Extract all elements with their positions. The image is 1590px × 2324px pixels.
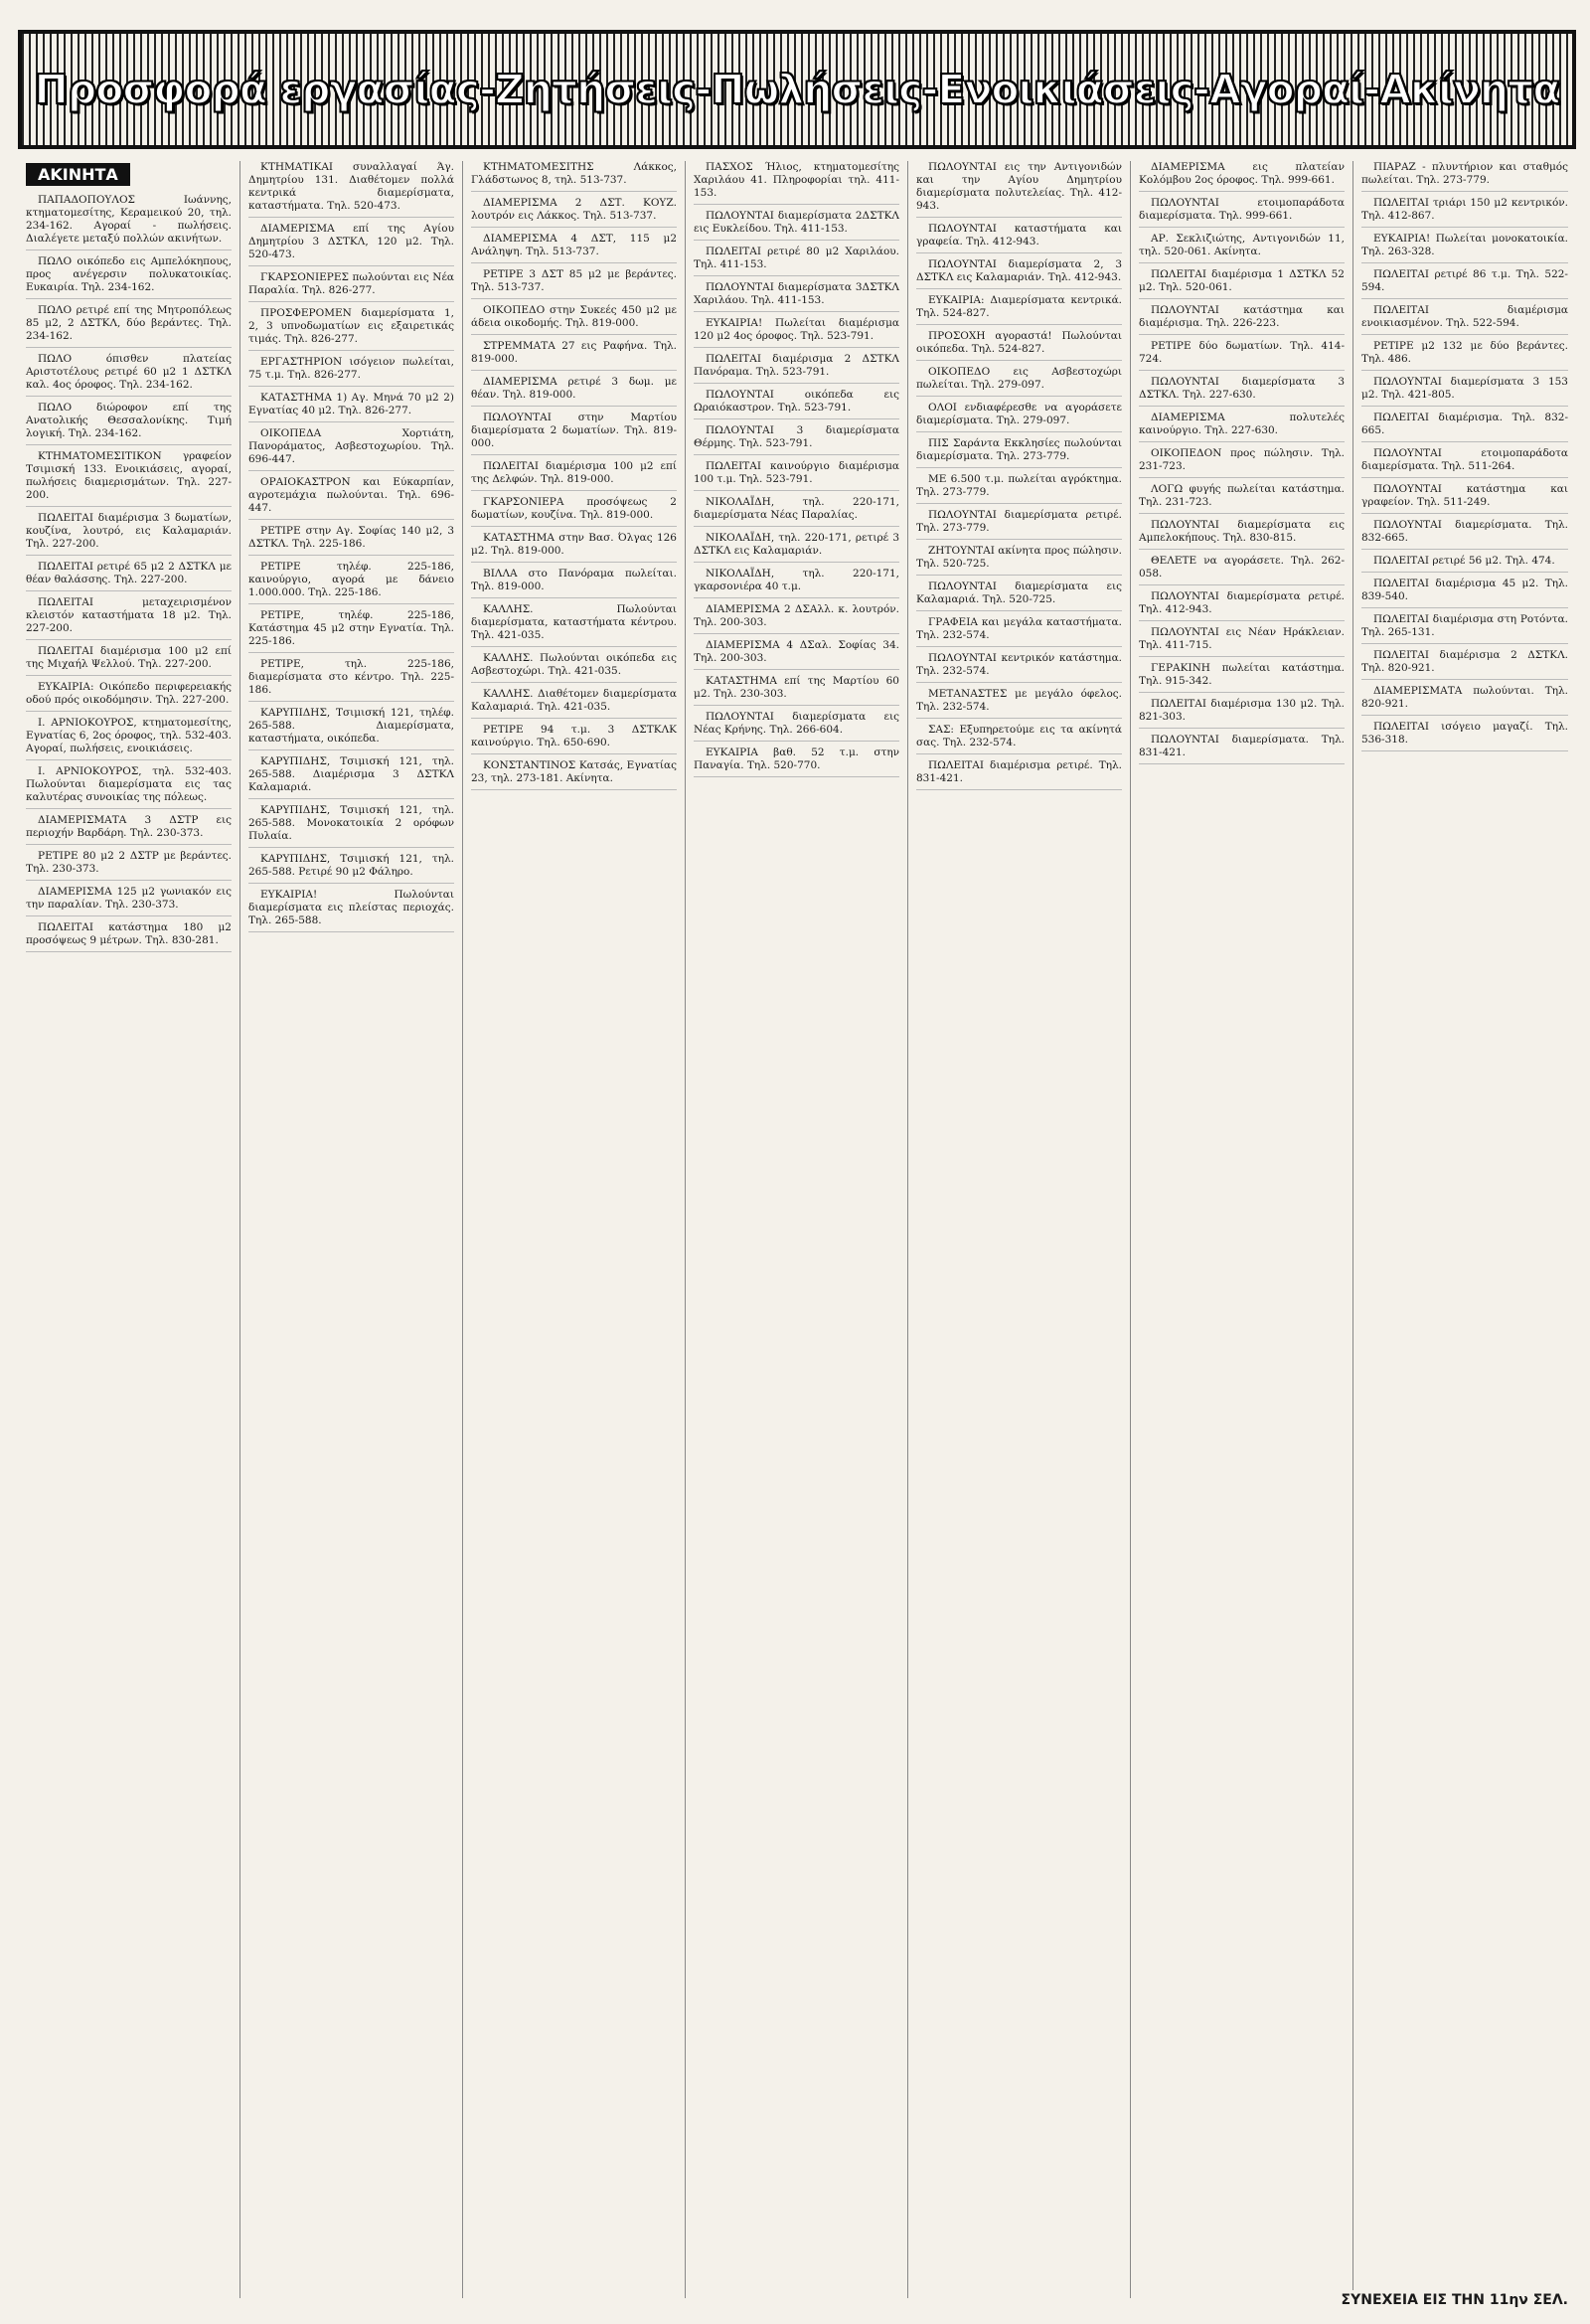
column-2 (240, 161, 463, 2298)
classified-ad: ΠΩΛΕΙΤΑΙ διαμέρισμα 1 ΔΣΤΚΛ 52 μ2. Τηλ. 520-061. (1139, 268, 1345, 299)
classified-ad: ΡΕΤΙΡΕ μ2 132 με δύο βεράντες. Τηλ. 486. (1361, 340, 1568, 371)
classified-ad: ΚΑΡΥΠΙΔΗΣ, Τσιμισκή 121, τηλ. 265-588. Ρετιρέ 90 μ2 Φάληρο. (248, 853, 454, 884)
classified-ad: ΝΙΚΟΛΑΪΔΗ, τηλ. 220-171, γκαρσονιέρα 40 τ.μ. (694, 568, 899, 598)
classified-ad: ΓΚΑΡΣΟΝΙΕΡΕΣ πωλούνται εις Νέα Παραλία. Τηλ. 826-277. (248, 271, 454, 302)
classified-ad: ΡΕΤΙΡΕ τηλέφ. 225-186, καινούργιο, αγορά με δάνειο 1.000.000. Τηλ. 225-186. (248, 561, 454, 604)
classifieds-banner (18, 30, 1576, 149)
classified-ad: ΟΛΟΙ ενδιαφέρεσθε να αγοράσετε διαμερίσματα. Τηλ. 279-097. (916, 402, 1122, 432)
classified-ad: ΠΩΛΕΙΤΑΙ διαμέρισμα 100 μ2 επί της Δελφών. Τηλ. 819-000. (471, 460, 677, 491)
classified-ad: ΠΩΛΟΥΝΤΑΙ κατάστημα και γραφείον. Τηλ. 511-249. (1361, 483, 1568, 514)
classified-ad: ΔΙΑΜΕΡΙΣΜΑ 125 μ2 γωνιακόν εις την παραλίαν. Τηλ. 230-373. (26, 886, 232, 916)
classified-ad: ΓΡΑΦΕΙΑ και μεγάλα καταστήματα. Τηλ. 232-574. (916, 616, 1122, 647)
classified-ad: ΠΩΛΕΙΤΑΙ διαμέρισμα στη Ροτόντα. Τηλ. 265-131. (1361, 613, 1568, 644)
classified-ad: ΕΥΚΑΙΡΙΑ: Διαμερίσματα κεντρικά. Τηλ. 524-827. (916, 294, 1122, 325)
classified-ad: ΚΤΗΜΑΤΟΜΕΣΙΤΗΣ Λάκκος, Γλάδστωνος 8, τηλ. 513-737. (471, 161, 677, 192)
classified-ad: ΠΩΛΟΥΝΤΑΙ εις την Αντιγονιδών και την Αγίου Δημητρίου διαμερίσματα πολυτελείας. Τηλ. 412-943. (916, 161, 1122, 218)
classified-ad: Ι. ΑΡΝΙΟΚΟΥΡΟΣ, κτηματομεσίτης, Εγνατίας 6, 2ος όροφος, τηλ. 532-403. Αγοραί, πωλήσεις, ενοικιάσεις. (26, 717, 232, 760)
classified-ad: ΠΩΛΕΙΤΑΙ τριάρι 150 μ2 κεντρικόν. Τηλ. 412-867. (1361, 197, 1568, 228)
column-6 (1131, 161, 1353, 2298)
column-7 (1353, 161, 1576, 2298)
classified-ad: ΠΩΛΕΙΤΑΙ κατάστημα 180 μ2 προσόψεως 9 μέτρων. Τηλ. 830-281. (26, 921, 232, 952)
classified-ad: ΟΙΚΟΠΕΔΟ εις Ασβεστοχώρι πωλείται. Τηλ. 279-097. (916, 366, 1122, 397)
classified-ad: ΠΩΛΟΥΝΤΑΙ διαμερίσματα 3 153 μ2. Τηλ. 421-805. (1361, 376, 1568, 407)
classified-ad: ΠΡΟΣΦΕΡΟΜΕΝ διαμερίσματα 1, 2, 3 υπνοδωματίων εις εξαιρετικάς τιμάς. Τηλ. 826-277. (248, 307, 454, 351)
classified-ad: ΠΩΛΟ οικόπεδο εις Αμπελόκηπους, προς ανέγερσιν πολυκατοικίας. Ευκαιρία. Τηλ. 234-162. (26, 255, 232, 299)
classified-ad: ΠΩΛΟ ρετιρέ επί της Μητροπόλεως 85 μ2, 2 ΔΣΤΚΛ, δύο βεράντες. Τηλ. 234-162. (26, 304, 232, 348)
classified-ad: ΚΑΛΛΗΣ. Πωλούνται οικόπεδα εις Ασβεστοχώρι. Τηλ. 421-035. (471, 652, 677, 683)
classified-ad: ΠΩΛΟΥΝΤΑΙ διαμερίσματα ρετιρέ. Τηλ. 412-943. (1139, 590, 1345, 621)
classified-ad: ΚΑΤΑΣΤΗΜΑ στην Βασ. Όλγας 126 μ2. Τηλ. 819-000. (471, 532, 677, 563)
classified-ad: ΡΕΤΙΡΕ 94 τ.μ. 3 ΔΣΤΚΛΚ καινούργιο. Τηλ. 650-690. (471, 724, 677, 754)
classified-ad: ΡΕΤΙΡΕ, τηλ. 225-186, διαμερίσματα στο κέντρο. Τηλ. 225-186. (248, 658, 454, 702)
classified-ad: ΚΑΡΥΠΙΔΗΣ, Τσιμισκή 121, τηλ. 265-588. Διαμέρισμα 3 ΔΣΤΚΛ Καλαμαριά. (248, 755, 454, 799)
classified-ad: ΠΩΛΕΙΤΑΙ διαμέρισμα ενοικιασμένον. Τηλ. 522-594. (1361, 304, 1568, 335)
continue-note: ΣΥΝΕΧΕΙΑ ΕΙΣ ΤΗΝ 11ην ΣΕΛ. (1338, 2290, 1572, 2310)
classified-ad: ΠΩΛΟΥΝΤΑΙ κατάστημα και διαμέρισμα. Τηλ. 226-223. (1139, 304, 1345, 335)
classified-ad: ΠΩΛΟΥΝΤΑΙ 3 διαμερίσματα Θέρμης. Τηλ. 523-791. (694, 424, 899, 455)
column-1 (18, 161, 240, 2298)
classified-ad: ΣΑΣ: Εξυπηρετούμε εις τα ακίνητά σας. Τηλ. 232-574. (916, 724, 1122, 754)
classified-ad: ΕΥΚΑΙΡΙΑ! Πωλούνται διαμερίσματα εις πλείστας περιοχάς. Τηλ. 265-588. (248, 889, 454, 932)
classified-ad: ΡΕΤΙΡΕ, τηλέφ. 225-186, Κατάστημα 45 μ2 στην Εγνατία. Τηλ. 225-186. (248, 609, 454, 653)
classified-ad: ΚΟΝΣΤΑΝΤΙΝΟΣ Κατσάς, Εγνατίας 23, τηλ. 273-181. Ακίνητα. (471, 759, 677, 790)
classified-ad: ΑΡ. Σεκλιζιώτης, Αντιγονιδών 11, τηλ. 520-061. Ακίνητα. (1139, 233, 1345, 263)
classified-ad: ΚΤΗΜΑΤΙΚΑΙ συναλλαγαί Άγ. Δημητρίου 131. Διαθέτομεν πολλά κεντρικά διαμερίσματα, καταστήματα. Τηλ. 520-473. (248, 161, 454, 218)
classified-ad: ΛΟΓΩ φυγής πωλείται κατάστημα. Τηλ. 231-723. (1139, 483, 1345, 514)
classified-ad: ΠΩΛΟΥΝΤΑΙ στην Μαρτίου διαμερίσματα 2 δωματίων. Τηλ. 819-000. (471, 412, 677, 455)
classified-ad: ΠΩΛΟΥΝΤΑΙ διαμερίσματα ρετιρέ. Τηλ. 273-779. (916, 509, 1122, 540)
classified-ad: ΚΑΡΥΠΙΔΗΣ, Τσιμισκή 121, τηλέφ. 265-588. Διαμερίσματα, καταστήματα, οικόπεδα. (248, 707, 454, 750)
classified-ad: ΚΑΤΑΣΤΗΜΑ 1) Αγ. Μηνά 70 μ2 2) Εγνατίας 40 μ2. Τηλ. 826-277. (248, 392, 454, 422)
classified-ad: ΝΙΚΟΛΑΪΔΗ, τηλ. 220-171, ρετιρέ 3 ΔΣΤΚΛ εις Καλαμαριάν. (694, 532, 899, 563)
column-5 (908, 161, 1131, 2298)
classified-ad: Ι. ΑΡΝΙΟΚΟΥΡΟΣ, τηλ. 532-403. Πωλούνται διαμερίσματα εις τας καλυτέρας συνοικίας της πόλεως. (26, 765, 232, 809)
classified-ad: ΠΩΛΟΥΝΤΑΙ διαμερίσματα εις Καλαμαριά. Τηλ. 520-725. (916, 581, 1122, 611)
classified-ad: ΠΩΛΕΙΤΑΙ διαμέρισμα 45 μ2. Τηλ. 839-540. (1361, 578, 1568, 608)
classified-ad: ΠΩΛΟΥΝΤΑΙ διαμερίσματα. Τηλ. 831-421. (1139, 734, 1345, 764)
classified-ad: ΠΩΛΕΙΤΑΙ διαμέρισμα 100 μ2 επί της Μιχαήλ Ψελλού. Τηλ. 227-200. (26, 645, 232, 676)
classified-ad: ΠΩΛΟΥΝΤΑΙ διαμερίσματα 2, 3 ΔΣΤΚΛ εις Καλαμαριάν. Τηλ. 412-943. (916, 258, 1122, 289)
classified-ad: ΚΑΛΛΗΣ. Πωλούνται διαμερίσματα, καταστήματα κέντρου. Τηλ. 421-035. (471, 603, 677, 647)
classified-ad: ΠΩΛΕΙΤΑΙ μεταχειρισμένον κλειστόν καταστήματα 18 μ2. Τηλ. 227-200. (26, 596, 232, 640)
classified-ad: ΕΥΚΑΙΡΙΑ βαθ. 52 τ.μ. στην Παναγία. Τηλ. 520-770. (694, 747, 899, 777)
classified-ad: ΡΕΤΙΡΕ στην Αγ. Σοφίας 140 μ2, 3 ΔΣΤΚΛ. Τηλ. 225-186. (248, 525, 454, 556)
section-heading: ΑΚΙΝΗΤΑ (26, 163, 130, 186)
classified-ad: ΠΩΛΟΥΝΤΑΙ διαμερίσματα 3 ΔΣΤΚΛ. Τηλ. 227-630. (1139, 376, 1345, 407)
classified-ad: ΠΩΛΕΙΤΑΙ ρετιρέ 65 μ2 2 ΔΣΤΚΛ με θέαν θαλάσσης. Τηλ. 227-200. (26, 561, 232, 591)
classified-ad: ΠΑΣΧΟΣ Ήλιος, κτηματομεσίτης Χαριλάου 41. Πληροφορίαι τηλ. 411-153. (694, 161, 899, 205)
classified-ad: ΟΡΑΙΟΚΑΣΤΡΟΝ και Εύκαρπίαν, αγροτεμάχια πωλούνται. Τηλ. 696-447. (248, 476, 454, 520)
classified-ad: ΚΑΡΥΠΙΔΗΣ, Τσιμισκή 121, τηλ. 265-588. Μονοκατοικία 2 ορόφων Πυλαία. (248, 804, 454, 848)
classified-ad: ΘΕΛΕΤΕ να αγοράσετε. Τηλ. 262-058. (1139, 555, 1345, 585)
classified-ad: ΟΙΚΟΠΕΔΑ Χορτιάτη, Πανοράματος, Ασβεστοχωρίου. Τηλ. 696-447. (248, 427, 454, 471)
classified-ad: ΖΗΤΟΥΝΤΑΙ ακίνητα προς πώλησιν. Τηλ. 520-725. (916, 545, 1122, 576)
classified-ad: ΠΩΛΟΥΝΤΑΙ διαμερίσματα εις Αμπελοκήπους. Τηλ. 830-815. (1139, 519, 1345, 550)
classified-ad: ΟΙΚΟΠΕΔΟ στην Συκεές 450 μ2 με άδεια οικοδομής. Τηλ. 819-000. (471, 304, 677, 335)
classified-ad: ΠΩΛΟΥΝΤΑΙ κεντρικόν κατάστημα. Τηλ. 232-574. (916, 652, 1122, 683)
classified-ad: ΠΩΛΕΙΤΑΙ ρετιρέ 56 μ2. Τηλ. 474. (1361, 555, 1568, 573)
classified-ad: ΓΕΡΑΚΙΝΗ πωλείται κατάστημα. Τηλ. 915-342. (1139, 662, 1345, 693)
classified-ad: ΔΙΑΜΕΡΙΣΜΑ 4 ΔΣαλ. Σοφίας 34. Τηλ. 200-303. (694, 639, 899, 670)
classified-columns (18, 161, 1576, 2298)
classified-ad: ΠΑΠΑΔΟΠΟΥΛΟΣ Ιωάννης, κτηματομεσίτης, Κεραμεικού 20, τηλ. 234-162. Αγοραί - πωλήσεις. Διαλέγετε μεταξύ πολλών ακινήτων. (26, 194, 232, 250)
classified-ad: ΕΥΚΑΙΡΙΑ: Οικόπεδο περιφερειακής οδού πρός οικοδόμησιν. Τηλ. 227-200. (26, 681, 232, 712)
classified-ad: ΔΙΑΜΕΡΙΣΜΑ πολυτελές καινούργιο. Τηλ. 227-630. (1139, 412, 1345, 442)
classified-ad: ΡΕΤΙΡΕ 3 ΔΣΤ 85 μ2 με βεράντες. Τηλ. 513-737. (471, 268, 677, 299)
classified-ad: ΠΩΛΟΥΝΤΑΙ καταστήματα και γραφεία. Τηλ. 412-943. (916, 223, 1122, 253)
classified-ad: ΠΩΛΟΥΝΤΑΙ διαμερίσματα 2ΔΣΤΚΛ εις Ευκλείδου. Τηλ. 411-153. (694, 210, 899, 241)
classified-ad: ΕΥΚΑΙΡΙΑ! Πωλείται διαμέρισμα 120 μ2 4ος όροφος. Τηλ. 523-791. (694, 317, 899, 348)
classified-ad: ΠΩΛΕΙΤΑΙ διαμέρισμα 2 ΔΣΤΚΛ. Τηλ. 820-921. (1361, 649, 1568, 680)
classified-ad: ΓΚΑΡΣΟΝΙΕΡΑ προσόψεως 2 δωματίων, κουζίνα. Τηλ. 819-000. (471, 496, 677, 527)
classified-ad: ΟΙΚΟΠΕΔΟΝ προς πώλησιν. Τηλ. 231-723. (1139, 447, 1345, 478)
classified-ad: ΒΙΛΛΑ στο Πανόραμα πωλείται. Τηλ. 819-000. (471, 568, 677, 598)
classified-ad: ΜΕΤΑΝΑΣΤΕΣ με μεγάλο όφελος. Τηλ. 232-574. (916, 688, 1122, 719)
classified-ad: ΝΙΚΟΛΑΪΔΗ, τηλ. 220-171, διαμερίσματα Νέας Παραλίας. (694, 496, 899, 527)
classified-ad: ΠΩΛΟ διώροφον επί της Ανατολικής Θεσσαλονίκης. Τιμή λογική. Τηλ. 234-162. (26, 402, 232, 445)
classified-ad: ΠΩΛΟΥΝΤΑΙ οικόπεδα εις Ωραιόκαστρον. Τηλ. 523-791. (694, 389, 899, 419)
classified-ad: ΠΩΛΕΙΤΑΙ διαμέρισμα 2 ΔΣΤΚΛ Πανόραμα. Τηλ. 523-791. (694, 353, 899, 384)
classified-ad: ΠΩΛΕΙΤΑΙ διαμέρισμα. Τηλ. 832-665. (1361, 412, 1568, 442)
classified-ad: ΕΡΓΑΣΤΗΡΙΟΝ ισόγειον πωλείται, 75 τ.μ. Τηλ. 826-277. (248, 356, 454, 387)
classified-ad: ΠΩΛΟΥΝΤΑΙ διαμερίσματα 3ΔΣΤΚΛ Χαριλάου. Τηλ. 411-153. (694, 281, 899, 312)
classified-ad: ΠΩΛΟΥΝΤΑΙ εις Νέαν Ηράκλειαν. Τηλ. 411-715. (1139, 626, 1345, 657)
classified-ad: ΜΕ 6.500 τ.μ. πωλείται αγρόκτημα. Τηλ. 273-779. (916, 473, 1122, 504)
classified-ad: ΔΙΑΜΕΡΙΣΜΑ ρετιρέ 3 δωμ. με θέαν. Τηλ. 819-000. (471, 376, 677, 407)
classified-ad: ΔΙΑΜΕΡΙΣΜΑ 4 ΔΣΤ, 115 μ2 Ανάληψη. Τηλ. 513-737. (471, 233, 677, 263)
classified-ad: ΔΙΑΜΕΡΙΣΜΑ εις πλατείαν Κολόμβου 2ος όροφος. Τηλ. 999-661. (1139, 161, 1345, 192)
classified-ad: ΠΩΛΕΙΤΑΙ διαμέρισμα 3 δωματίων, κουζίνα, λουτρό, εις Καλαμαριάν. Τηλ. 227-200. (26, 512, 232, 556)
classified-ad: ΔΙΑΜΕΡΙΣΜΑΤΑ πωλούνται. Τηλ. 820-921. (1361, 685, 1568, 716)
classified-ad: ΠΙΣ Σαράντα Εκκλησίες πωλούνται διαμερίσματα. Τηλ. 273-779. (916, 437, 1122, 468)
classified-ad: ΠΩΛΕΙΤΑΙ καινούργιο διαμέρισμα 100 τ.μ. Τηλ. 523-791. (694, 460, 899, 491)
classified-ad: ΣΤΡΕΜΜΑΤΑ 27 εις Ραφήνα. Τηλ. 819-000. (471, 340, 677, 371)
classified-ad: ΠΡΟΣΟΧΗ αγοραστά! Πωλούνται οικόπεδα. Τηλ. 524-827. (916, 330, 1122, 361)
classified-ad: ΕΥΚΑΙΡΙΑ! Πωλείται μονοκατοικία. Τηλ. 263-328. (1361, 233, 1568, 263)
classified-ad: ΠΩΛΕΙΤΑΙ ρετιρέ 80 μ2 Χαριλάου. Τηλ. 411-153. (694, 246, 899, 276)
classified-ad: ΔΙΑΜΕΡΙΣΜΑ 2 ΔΣΑλλ. κ. λουτρόν. Τηλ. 200-303. (694, 603, 899, 634)
classified-ad: ΔΙΑΜΕΡΙΣΜΑ 2 ΔΣΤ. ΚΟΥΖ. λουτρόν εις Λάκκος. Τηλ. 513-737. (471, 197, 677, 228)
classified-ad: ΠΩΛΟΥΝΤΑΙ ετοιμοπαράδοτα διαμερίσματα. Τηλ. 999-661. (1139, 197, 1345, 228)
classified-ad: ΠΙΑΡΑΖ - πλυντήριον και σταθμός πωλείται. Τηλ. 273-779. (1361, 161, 1568, 192)
classified-ad: ΠΩΛΕΙΤΑΙ διαμέρισμα ρετιρέ. Τηλ. 831-421. (916, 759, 1122, 790)
classified-ad: ΚΑΤΑΣΤΗΜΑ επί της Μαρτίου 60 μ2. Τηλ. 230-303. (694, 675, 899, 706)
classified-ad: ΚΑΛΛΗΣ. Διαθέτομεν διαμερίσματα Καλαμαριά. Τηλ. 421-035. (471, 688, 677, 719)
classified-ad: ΠΩΛΕΙΤΑΙ διαμέρισμα 130 μ2. Τηλ. 821-303. (1139, 698, 1345, 729)
classified-ad: ΠΩΛΟ όπισθεν πλατείας Αριστοτέλους ρετιρέ 60 μ2 1 ΔΣΤΚΛ καλ. 4ος όροφος. Τηλ. 234-162. (26, 353, 232, 397)
classified-ad: ΠΩΛΟΥΝΤΑΙ ετοιμοπαράδοτα διαμερίσματα. Τηλ. 511-264. (1361, 447, 1568, 478)
classified-ad: ΠΩΛΕΙΤΑΙ ρετιρέ 86 τ.μ. Τηλ. 522-594. (1361, 268, 1568, 299)
banner-title: Προσφορά εργασίας-Ζητήσεις-Πωλήσεις-Ενοικιάσεις-Αγοραί-Ακίνητα (34, 66, 1560, 113)
column-4 (686, 161, 908, 2298)
classified-ad: ΔΙΑΜΕΡΙΣΜΑΤΑ 3 ΔΣΤΡ εις περιοχήν Βαρδάρη. Τηλ. 230-373. (26, 814, 232, 845)
classified-ad: ΡΕΤΙΡΕ 80 μ2 2 ΔΣΤΡ με βεράντες. Τηλ. 230-373. (26, 850, 232, 881)
classified-ad: ΠΩΛΕΙΤΑΙ ισόγειο μαγαζί. Τηλ. 536-318. (1361, 721, 1568, 751)
classified-ad: ΠΩΛΟΥΝΤΑΙ διαμερίσματα. Τηλ. 832-665. (1361, 519, 1568, 550)
classified-ad: ΡΕΤΙΡΕ δύο δωματίων. Τηλ. 414-724. (1139, 340, 1345, 371)
column-3 (463, 161, 686, 2298)
classified-ad: ΚΤΗΜΑΤΟΜΕΣΙΤΙΚΟΝ γραφείον Τσιμισκή 133. Ενοικιάσεις, αγοραί, πωλήσεις διαμερισμάτων. Τηλ. 227-200. (26, 450, 232, 507)
classified-ad: ΠΩΛΟΥΝΤΑΙ διαμερίσματα εις Νέας Κρήνης. Τηλ. 266-604. (694, 711, 899, 742)
classified-ad: ΔΙΑΜΕΡΙΣΜΑ επί της Αγίου Δημητρίου 3 ΔΣΤΚΛ, 120 μ2. Τηλ. 520-473. (248, 223, 454, 266)
